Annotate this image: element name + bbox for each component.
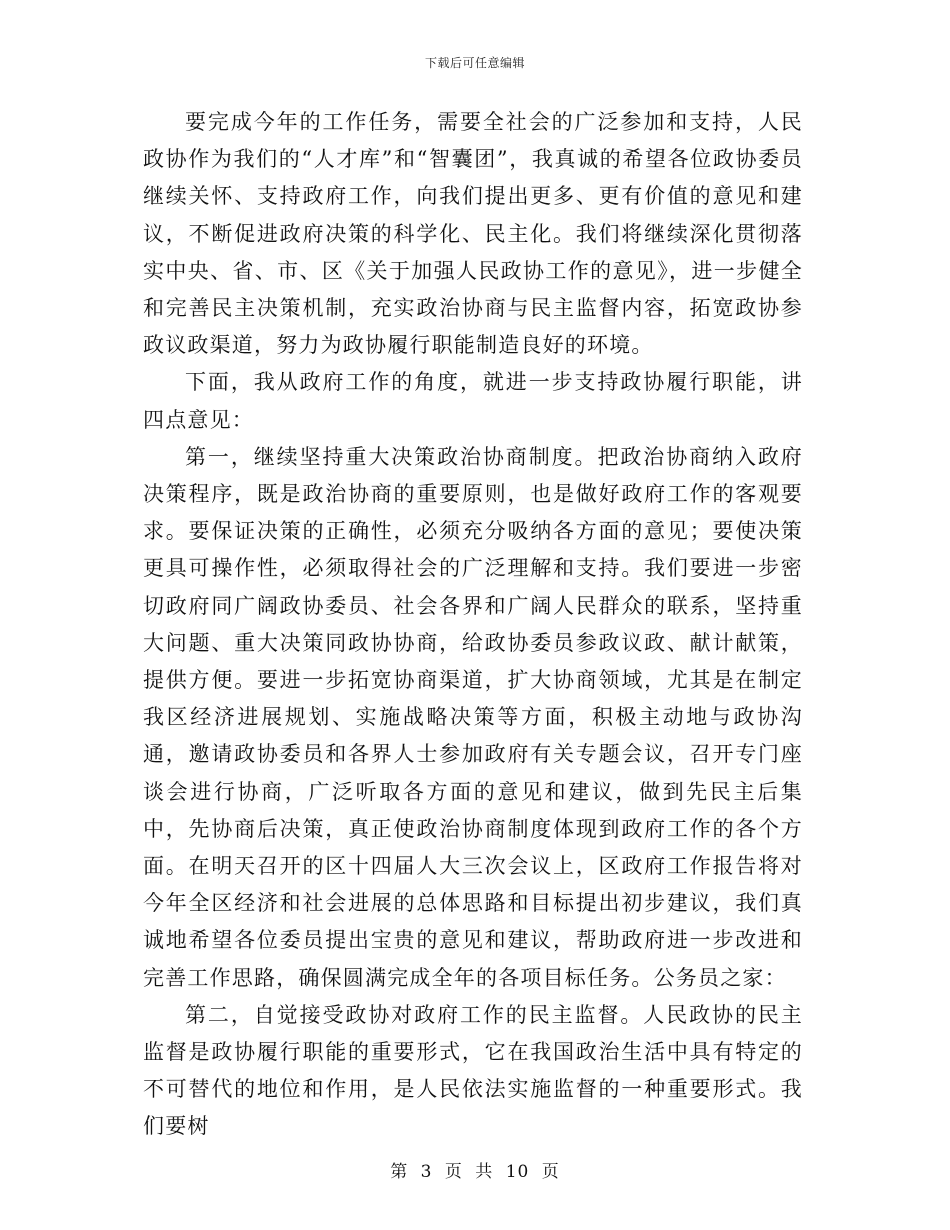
page-header-note: 下载后可任意编辑 — [424, 56, 525, 70]
paragraph-point-one: 第一，继续坚持重大决策政治协商制度。把政治协商纳入政府决策程序，既是政治协商的重要原则，也是做好政府工作的客观要求。要保证决策的正确性，必须充分吸纳各方面的意见；要使决策更具可操作性，必须取得社会的广泛理解和支持。我们要进一步密切政府同广阔政协委员、社会各界和广阔人民群众的联系，坚持重大问题、重大决策同政协协商，给政协委员参政议政、献计献策，提供方便。要进一步拓宽协商渠道，扩大协商领域，尤其是在制定我区经济进展规划、实施战略决策等方面，积极主动地与政协沟通，邀请政协委员和各界人士参加政府有关专题会议，召开专门座谈会进行协商，广泛听取各方面的意见和建议，做到先民主后集中，先协商后决策，真正使政治协商制度体现到政府工作的各个方面。在明天召开的区十四届人大三次会议上，区政府工作报告将对今年全区经济和社会进展的总体思路和目标提出初步建议，我们真诚地希望各位委员提出宝贵的意见和建议，帮助政府进一步改进和完善工作思路，确保圆满完成全年的各项目标任务。公务员之家： — [143, 444, 803, 990]
page-number: 第 3 页 共 10 页 — [390, 1162, 560, 1182]
paragraph-point-two: 第二，自觉接受政协对政府工作的民主监督。人民政协的民主监督是政协履行职能的重要形式，它在我国政治生活中具有特定的不可替代的地位和作用，是人民依法实施监督的一种重要形式。我们要树 — [143, 1002, 803, 1139]
paragraph-four-points: 下面，我从政府工作的角度，就进一步支持政协履行职能，讲四点意见： — [143, 370, 803, 432]
paragraph-intro: 要完成今年的工作任务，需要全社会的广泛参加和支持，人民政协作为我们的“人才库”和“智囊团”，我真诚的希望各位政协委员继续关怀、支持政府工作，向我们提出更多、更有价值的意见和建议，不断促进政府决策的科学化、民主化。我们将继续深化贯彻落实中央、省、市、区《关于加强人民政协工作的意见》，进一步健全和完善民主决策机制，充实政治协商与民主监督内容，拓宽政协参政议政渠道，努力为政协履行职能制造良好的环境。 — [143, 110, 803, 358]
document-body — [143, 104, 803, 1146]
